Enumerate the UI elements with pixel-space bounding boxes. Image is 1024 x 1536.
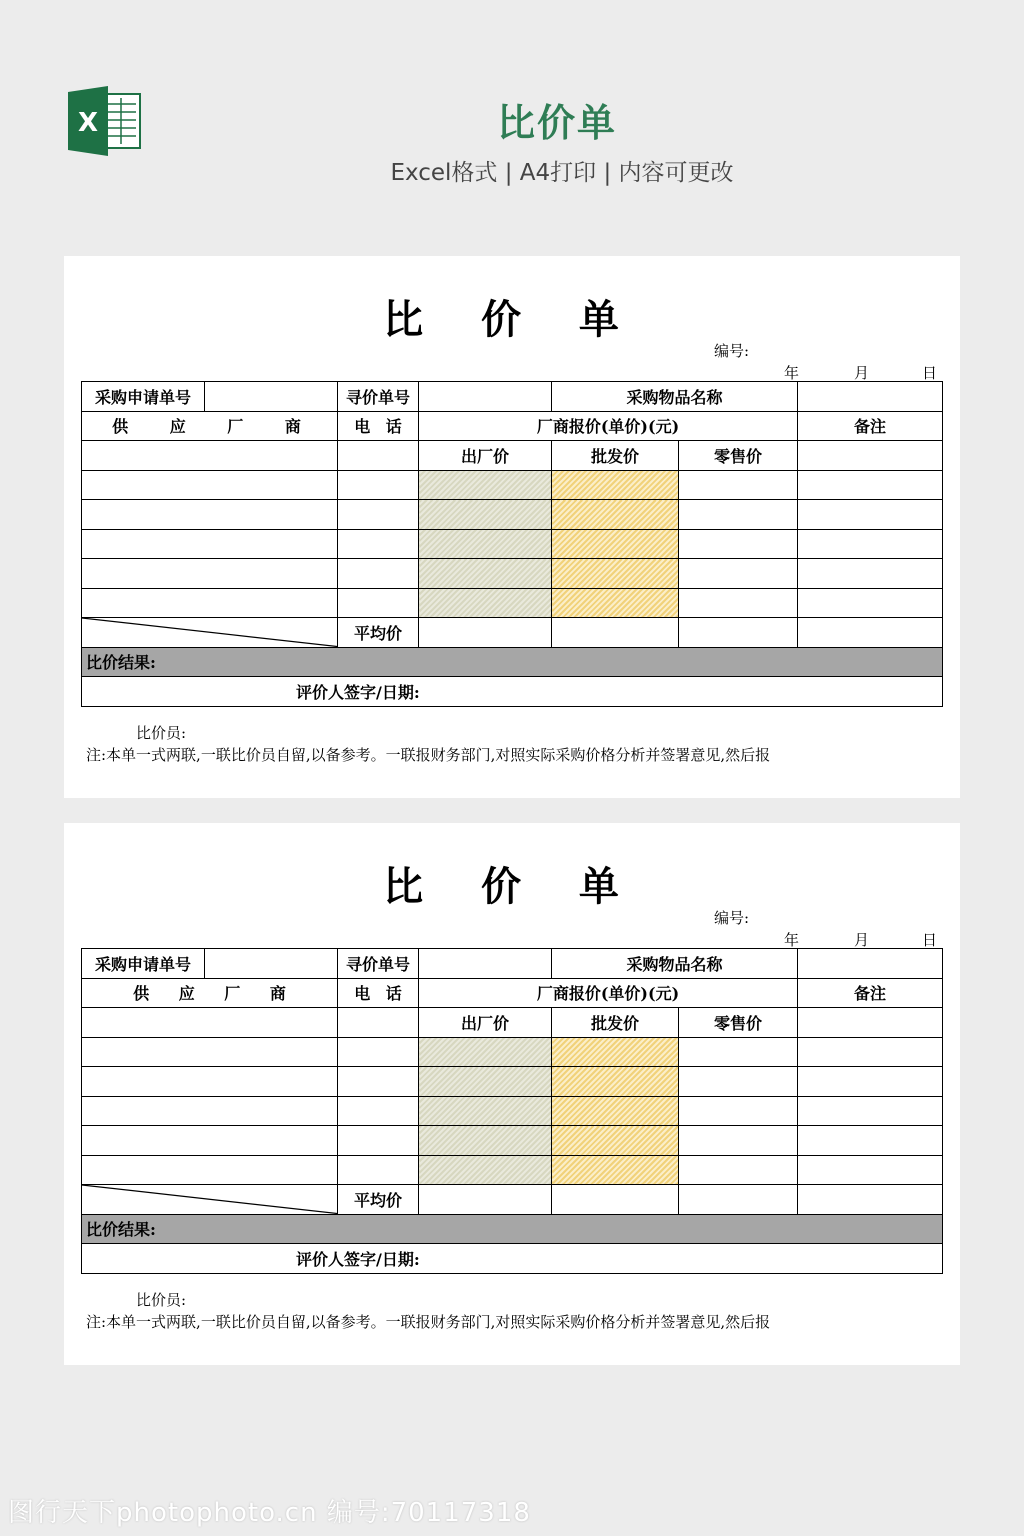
average-remark-cell[interactable]	[798, 1185, 943, 1215]
request-no-input[interactable]	[205, 382, 338, 412]
date-year: 年	[784, 931, 800, 949]
serial-label: 编号:	[714, 909, 750, 927]
factory-price-label: 出厂价	[419, 441, 552, 471]
average-wholesale-cell[interactable]	[552, 1185, 679, 1215]
date-month: 月	[854, 931, 870, 949]
supplier-cell[interactable]	[82, 529, 338, 559]
date-month: 月	[854, 364, 870, 382]
supplier-cell[interactable]	[82, 1126, 338, 1156]
supplier-cell[interactable]	[82, 470, 338, 500]
wholesale-price-cell[interactable]	[552, 470, 679, 500]
serial-label: 编号:	[714, 342, 750, 360]
page-title: 比价单	[496, 101, 617, 145]
supplier-cell[interactable]	[82, 588, 338, 618]
table-row	[82, 1126, 943, 1156]
wholesale-price-cell[interactable]	[552, 500, 679, 530]
average-label: 平均价	[338, 1185, 419, 1215]
note-text: 注:本单一式两联,一联比价员自留,以备参考。一联报财务部门,对照实际采购价格分析并签署意见,然后报	[86, 746, 771, 764]
supplier-cell[interactable]	[82, 1008, 338, 1038]
signature-label: 评价人签字/日期:	[82, 677, 943, 707]
item-name-label: 采购物品名称	[552, 382, 798, 412]
item-name-label: 采购物品名称	[552, 949, 798, 979]
page-subtitle: Excel格式 | A4打印 | 内容可更改	[390, 160, 734, 186]
remark-cell[interactable]	[798, 559, 943, 589]
remark-label: 备注	[798, 978, 943, 1008]
retail-price-cell[interactable]	[679, 559, 798, 589]
item-name-input[interactable]	[798, 949, 943, 979]
result-label: 比价结果:	[82, 647, 943, 677]
factory-price-cell[interactable]	[419, 500, 552, 530]
factory-price-cell[interactable]	[419, 470, 552, 500]
remark-label: 备注	[798, 411, 943, 441]
request-no-label: 采购申请单号	[82, 382, 205, 412]
table-row	[82, 1155, 943, 1185]
average-wholesale-cell[interactable]	[552, 618, 679, 648]
phone-cell[interactable]	[338, 1126, 419, 1156]
wholesale-price-cell[interactable]	[552, 1096, 679, 1126]
average-factory-cell[interactable]	[419, 1185, 552, 1215]
phone-cell[interactable]	[338, 1155, 419, 1185]
retail-price-cell[interactable]	[679, 1126, 798, 1156]
supplier-cell[interactable]	[82, 1037, 338, 1067]
factory-price-cell[interactable]	[419, 1155, 552, 1185]
wholesale-price-cell[interactable]	[552, 1037, 679, 1067]
remark-cell[interactable]	[798, 588, 943, 618]
phone-cell[interactable]	[338, 1067, 419, 1097]
wholesale-price-cell[interactable]	[552, 529, 679, 559]
remark-cell[interactable]	[798, 1037, 943, 1067]
diagonal-line	[82, 618, 337, 647]
date-day: 日	[922, 364, 938, 382]
table-row	[82, 1096, 943, 1126]
inquiry-no-input[interactable]	[419, 382, 552, 412]
inquiry-no-input[interactable]	[419, 949, 552, 979]
form-sheet-1	[64, 256, 960, 798]
retail-price-label: 零售价	[679, 1008, 798, 1038]
logo-letter: X	[77, 108, 99, 138]
date-year: 年	[784, 364, 800, 382]
phone-cell[interactable]	[338, 441, 419, 471]
phone-cell[interactable]	[338, 1037, 419, 1067]
phone-cell[interactable]	[338, 529, 419, 559]
retail-price-cell[interactable]	[679, 588, 798, 618]
factory-price-label: 出厂价	[419, 1008, 552, 1038]
comparison-table	[81, 381, 943, 707]
diagonal-line	[82, 1185, 337, 1214]
table-row	[82, 1037, 943, 1067]
remark-cell[interactable]	[798, 470, 943, 500]
table-row	[82, 529, 943, 559]
average-retail-cell[interactable]	[679, 618, 798, 648]
average-remark-cell[interactable]	[798, 618, 943, 648]
form-sheet-2	[64, 823, 960, 1365]
factory-price-cell[interactable]	[419, 1096, 552, 1126]
factory-price-cell[interactable]	[419, 529, 552, 559]
phone-label: 电 话	[338, 978, 419, 1008]
phone-label: 电 话	[338, 411, 419, 441]
remark-cell[interactable]	[798, 529, 943, 559]
wholesale-price-cell[interactable]	[552, 1126, 679, 1156]
retail-price-cell[interactable]	[679, 1067, 798, 1097]
remark-cell[interactable]	[798, 1096, 943, 1126]
factory-price-cell[interactable]	[419, 1126, 552, 1156]
retail-price-cell[interactable]	[679, 1155, 798, 1185]
phone-cell[interactable]	[338, 1096, 419, 1126]
phone-cell[interactable]	[338, 588, 419, 618]
request-no-label: 采购申请单号	[82, 949, 205, 979]
note-text: 注:本单一式两联,一联比价员自留,以备参考。一联报财务部门,对照实际采购价格分析并签署意见,然后报	[86, 1313, 771, 1331]
remark-cell[interactable]	[798, 1067, 943, 1097]
supplier-cell[interactable]	[82, 1096, 338, 1126]
average-factory-cell[interactable]	[419, 618, 552, 648]
wholesale-price-cell[interactable]	[552, 559, 679, 589]
table-row	[82, 1067, 943, 1097]
date-day: 日	[922, 931, 938, 949]
retail-price-label: 零售价	[679, 441, 798, 471]
wholesale-price-cell[interactable]	[552, 1155, 679, 1185]
table-row	[82, 470, 943, 500]
factory-price-cell[interactable]	[419, 1037, 552, 1067]
factory-price-cell[interactable]	[419, 559, 552, 589]
remark-cell[interactable]	[798, 1008, 943, 1038]
inquiry-no-label: 寻价单号	[338, 949, 419, 979]
remark-cell[interactable]	[798, 1126, 943, 1156]
result-label: 比价结果:	[82, 1214, 943, 1244]
inquiry-no-label: 寻价单号	[338, 382, 419, 412]
retail-price-cell[interactable]	[679, 500, 798, 530]
supplier-label: 供 应 厂 商	[82, 978, 338, 1008]
remark-cell[interactable]	[798, 1155, 943, 1185]
supplier-label: 供 应 厂 商	[82, 411, 338, 441]
phone-cell[interactable]	[338, 500, 419, 530]
watermark-text: 图行天下photophoto.cn 编号:70117318	[8, 1498, 531, 1528]
supplier-cell[interactable]	[82, 500, 338, 530]
table-row	[82, 500, 943, 530]
diagonal-cell	[82, 618, 338, 648]
diagonal-cell	[82, 1185, 338, 1215]
sheet-title: 比 价 单	[383, 297, 641, 343]
request-no-input[interactable]	[205, 949, 338, 979]
sheet-title: 比 价 单	[383, 864, 641, 910]
wholesale-price-label: 批发价	[552, 1008, 679, 1038]
average-label: 平均价	[338, 618, 419, 648]
retail-price-cell[interactable]	[679, 529, 798, 559]
wholesale-price-label: 批发价	[552, 441, 679, 471]
comparison-table	[81, 948, 943, 1274]
retail-price-cell[interactable]	[679, 1096, 798, 1126]
phone-cell[interactable]	[338, 470, 419, 500]
average-retail-cell[interactable]	[679, 1185, 798, 1215]
factory-price-cell[interactable]	[419, 588, 552, 618]
quote-label: 厂商报价(单价)(元)	[419, 411, 798, 441]
wholesale-price-cell[interactable]	[552, 588, 679, 618]
wholesale-price-cell[interactable]	[552, 1067, 679, 1097]
signature-label: 评价人签字/日期:	[82, 1244, 943, 1274]
supplier-cell[interactable]	[82, 559, 338, 589]
supplier-cell[interactable]	[82, 1155, 338, 1185]
retail-price-cell[interactable]	[679, 1037, 798, 1067]
retail-price-cell[interactable]	[679, 470, 798, 500]
table-row	[82, 559, 943, 589]
supplier-cell[interactable]	[82, 1067, 338, 1097]
item-name-input[interactable]	[798, 382, 943, 412]
phone-cell[interactable]	[338, 1008, 419, 1038]
price-staff-label: 比价员:	[136, 1291, 187, 1309]
supplier-cell[interactable]	[82, 441, 338, 471]
price-staff-label: 比价员:	[136, 724, 187, 742]
remark-cell[interactable]	[798, 500, 943, 530]
table-row	[82, 588, 943, 618]
factory-price-cell[interactable]	[419, 1067, 552, 1097]
remark-cell[interactable]	[798, 441, 943, 471]
quote-label: 厂商报价(单价)(元)	[419, 978, 798, 1008]
phone-cell[interactable]	[338, 559, 419, 589]
